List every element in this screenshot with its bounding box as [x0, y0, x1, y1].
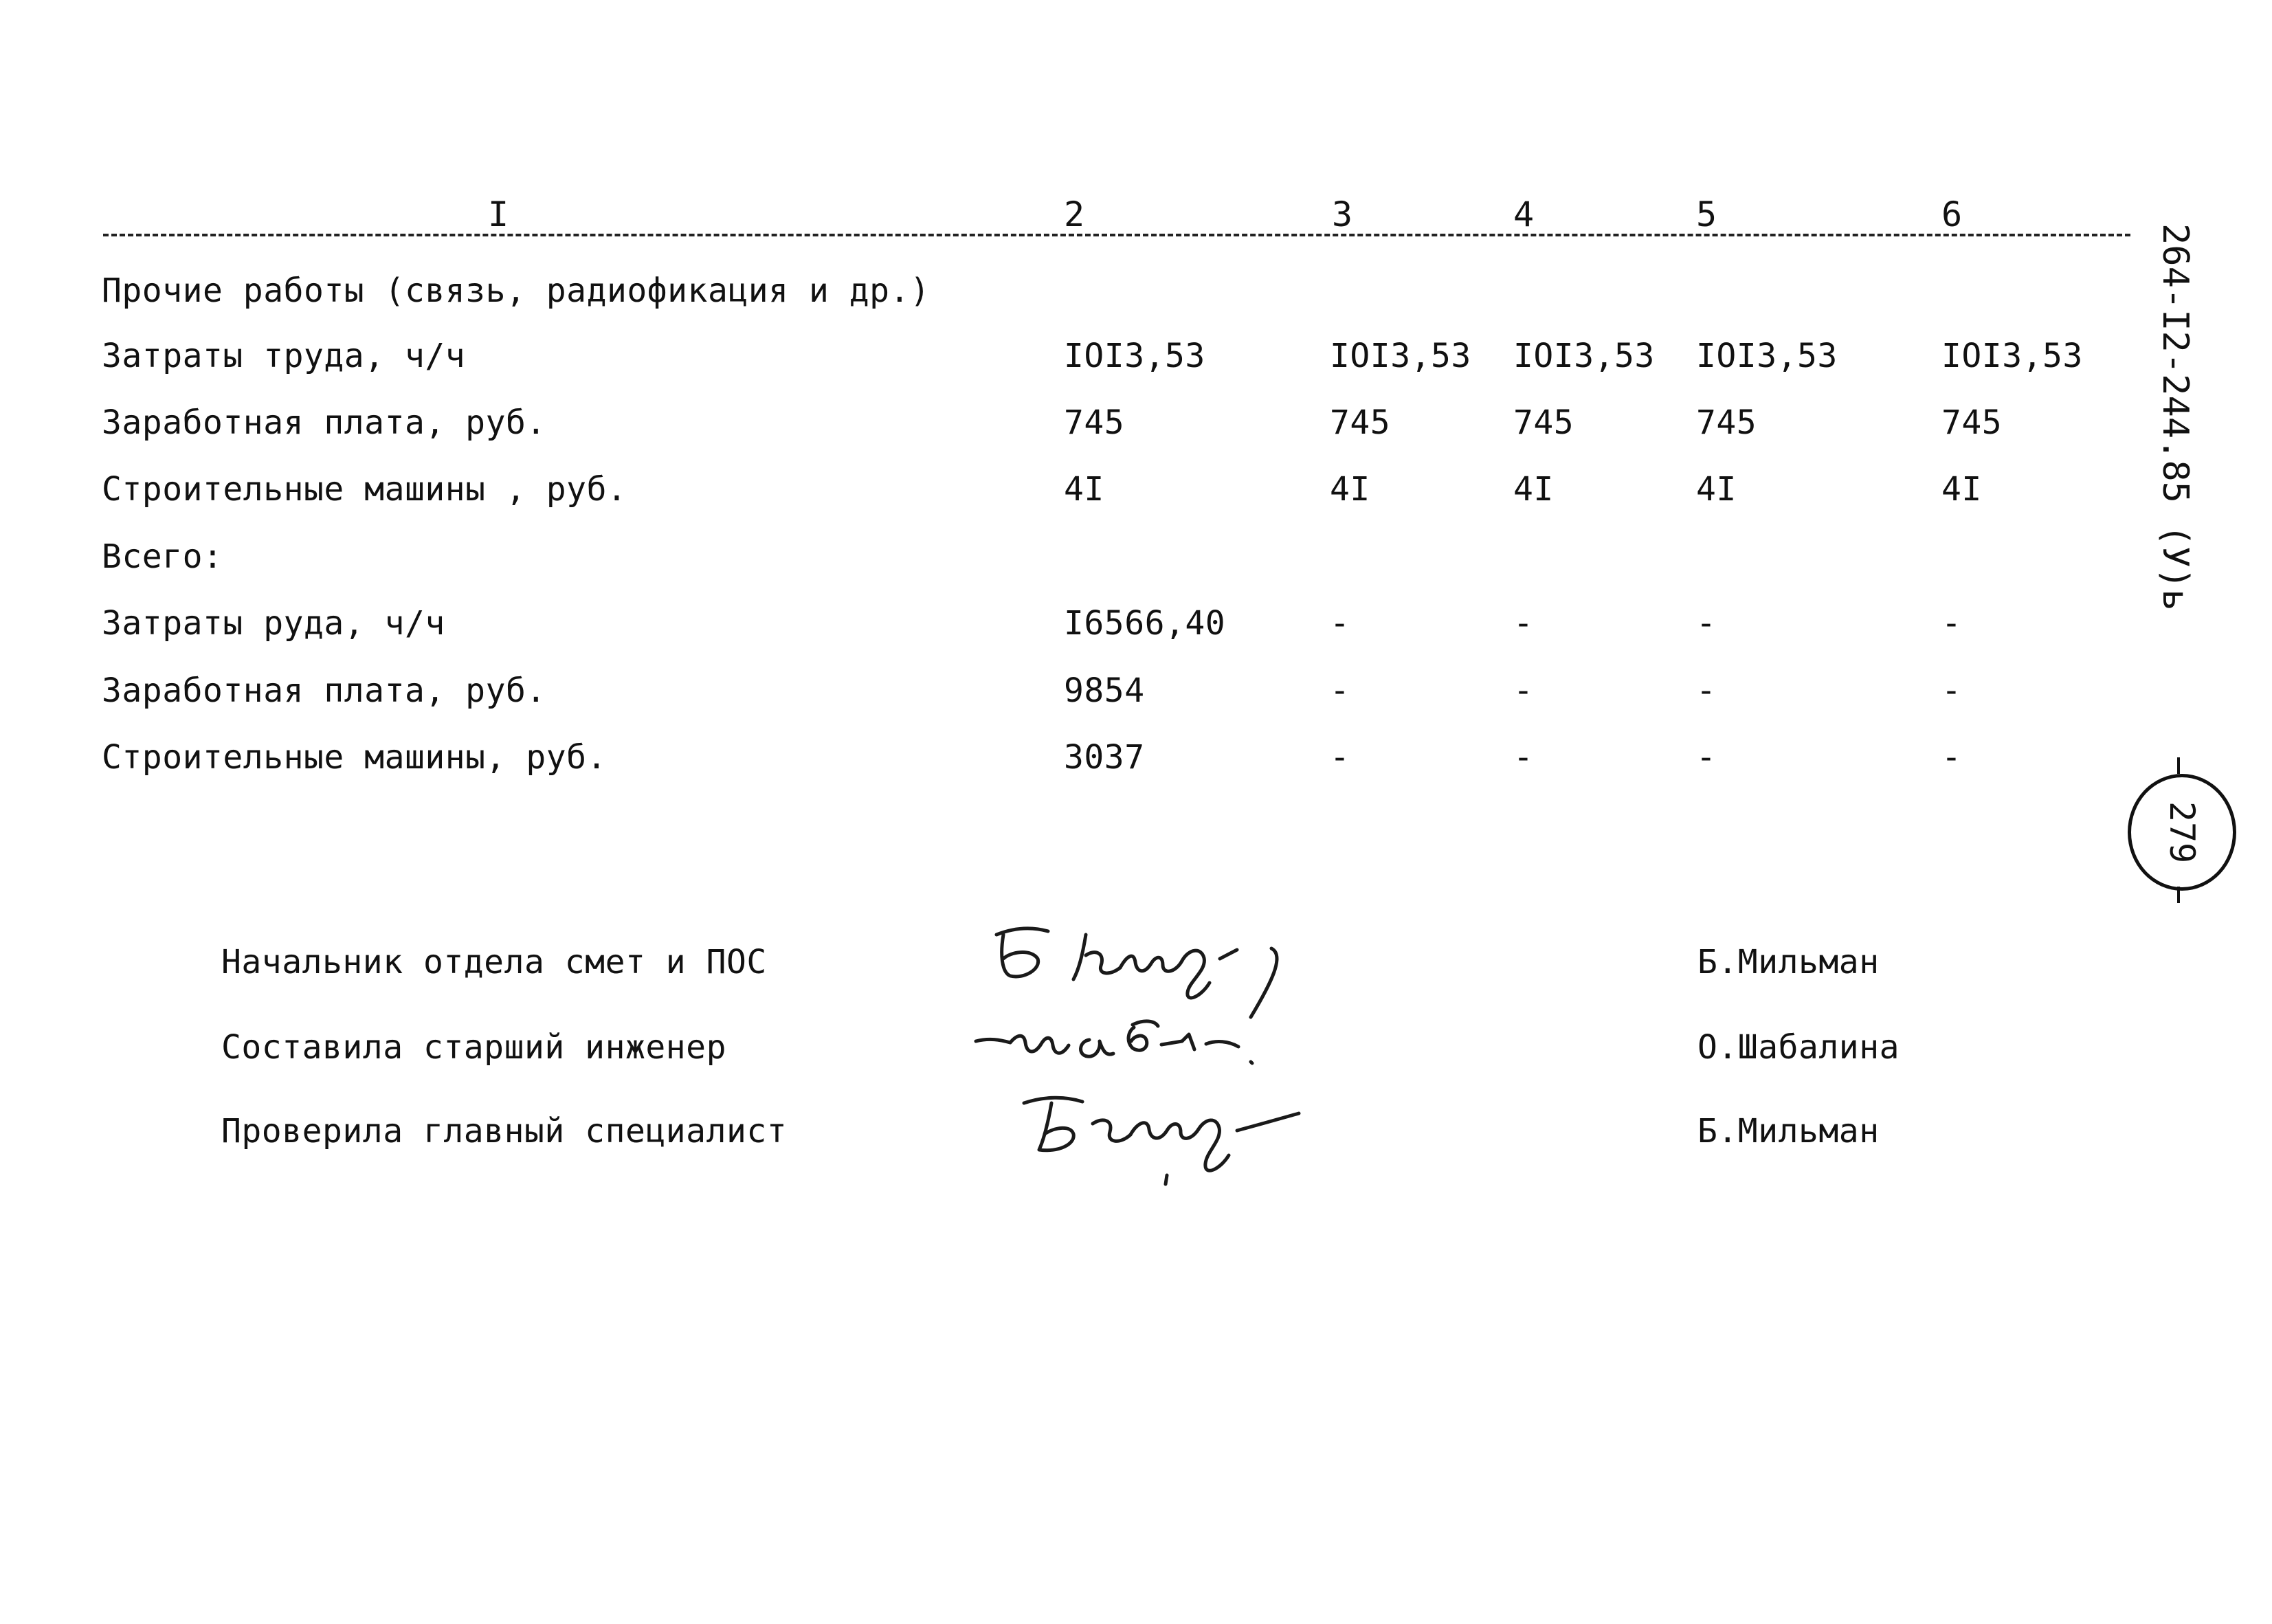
table-cell: -: [1513, 738, 1534, 777]
document-code: 264-I2-244.85 (У)ь: [2154, 223, 2196, 611]
header-divider: [103, 234, 2130, 236]
column-header-6: 6: [1941, 194, 1963, 234]
section-title: Прочие работы (связь, радиофикация и др.): [102, 271, 931, 310]
page-number: 279: [2162, 801, 2202, 864]
badge-tick-top: [2177, 757, 2180, 774]
signature-name: О.Шабалина: [1697, 1028, 1900, 1067]
table-cell: I6566,40: [1064, 604, 1226, 643]
table-cell: IOI3,53: [1941, 337, 2083, 375]
table-cell: 4I: [1330, 470, 1370, 509]
total-row-label: Затраты руда, ч/ч: [102, 604, 445, 643]
table-cell: -: [1330, 671, 1350, 710]
table-cell: -: [1513, 671, 1534, 710]
table-cell: 745: [1941, 403, 2003, 442]
total-title: Всего:: [102, 537, 223, 576]
table-cell: -: [1696, 604, 1717, 643]
table-cell: -: [1330, 738, 1350, 777]
table-cell: -: [1941, 604, 1962, 643]
signature-role: Проверила главный специалист: [221, 1112, 788, 1150]
row-label: Затраты труда, ч/ч: [102, 337, 466, 375]
table-cell: IOI3,53: [1696, 337, 1838, 375]
table-cell: 9854: [1064, 671, 1145, 710]
signature-name: Б.Мильман: [1697, 1112, 1880, 1150]
table-cell: 745: [1696, 403, 1757, 442]
badge-tick-bottom: [2177, 887, 2180, 903]
column-header-5: 5: [1696, 194, 1717, 234]
table-cell: 4I: [1513, 470, 1554, 509]
signature-name: Б.Мильман: [1697, 943, 1880, 981]
total-row-label: Строительные машины, руб.: [102, 738, 607, 777]
column-header-3: 3: [1332, 194, 1353, 234]
table-cell: -: [1941, 738, 1962, 777]
table-cell: -: [1696, 671, 1717, 710]
page-number-badge: [2128, 774, 2236, 891]
column-header-4: 4: [1513, 194, 1535, 234]
column-header-1: I: [488, 194, 509, 234]
table-cell: 3037: [1064, 738, 1145, 777]
signature-role: Составила старший инженер: [221, 1028, 726, 1067]
table-cell: -: [1941, 671, 1962, 710]
table-cell: 4I: [1064, 470, 1104, 509]
row-label: Строительные машины , руб.: [102, 470, 627, 509]
table-cell: IOI3,53: [1330, 337, 1471, 375]
table-cell: 4I: [1696, 470, 1737, 509]
column-header-2: 2: [1064, 194, 1085, 234]
signature-role: Начальник отдела смет и ПОС: [221, 943, 767, 981]
table-cell: 745: [1330, 403, 1391, 442]
table-cell: 745: [1064, 403, 1125, 442]
total-row-label: Заработная плата, руб.: [102, 671, 546, 710]
table-cell: -: [1513, 604, 1534, 643]
table-cell: -: [1696, 738, 1717, 777]
handwritten-signature: [1010, 1076, 1368, 1192]
table-cell: IOI3,53: [1513, 337, 1655, 375]
table-cell: IOI3,53: [1064, 337, 1205, 375]
table-cell: -: [1330, 604, 1350, 643]
row-label: Заработная плата, руб.: [102, 403, 546, 442]
table-cell: 745: [1513, 403, 1574, 442]
table-cell: 4I: [1941, 470, 1982, 509]
